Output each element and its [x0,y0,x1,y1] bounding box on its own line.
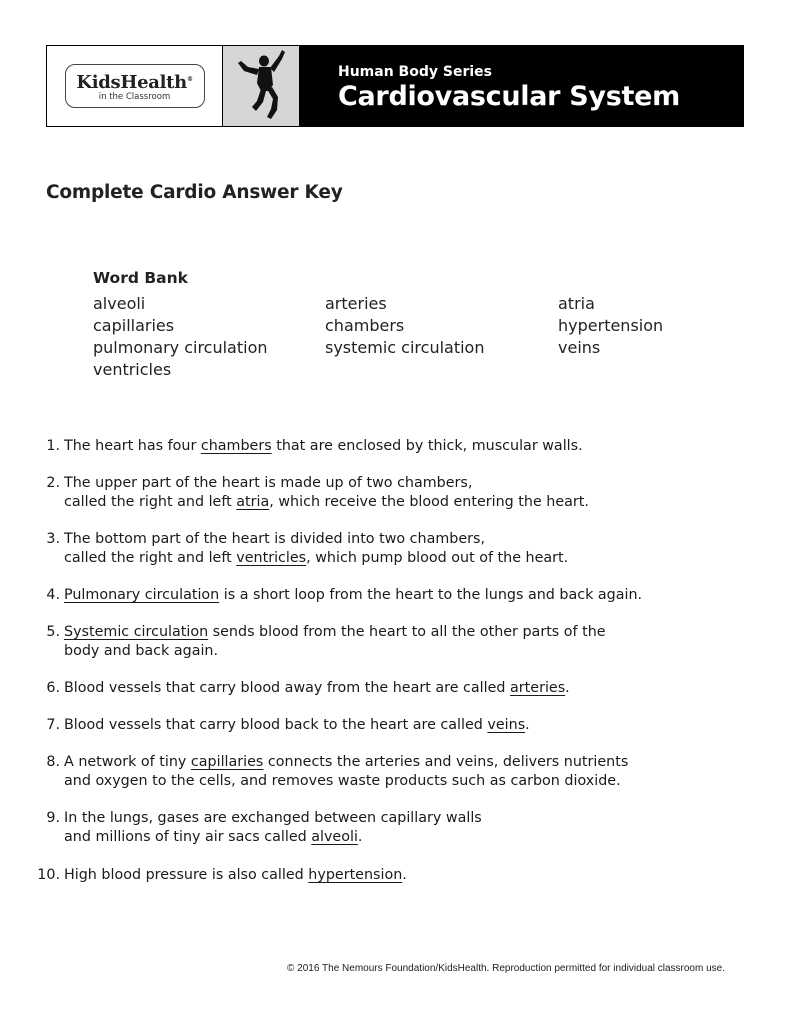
question-number: 1. [46,438,60,454]
logo-main-text: KidsHealth [76,71,187,93]
question-text [64,493,589,512]
word-bank-heading: Word Bank [93,269,188,287]
answer-word: hypertension [308,867,403,883]
answer-word: arteries [510,680,566,696]
question-text [64,474,472,493]
answer-word: alveoli [311,829,358,845]
title-panel [300,46,743,126]
question-text [64,437,583,456]
word-bank-item: hypertension [558,316,664,335]
word-bank-item: alveoli [93,294,146,313]
page-title: Complete Cardio Answer Key [46,182,343,203]
question-text [64,828,362,847]
question-text [64,716,530,735]
word-bank-item: ventricles [93,360,172,379]
logo-panel [47,46,223,126]
question-text-after: . [357,829,363,845]
answer-word: ventricles [236,550,307,566]
series-label: Human Body Series [338,64,492,80]
copyright-footer: © 2016 The Nemours Foundation/KidsHealth. Reproduction permitted for individual classroom use. [287,963,725,974]
header-banner [46,45,744,127]
question-text [64,586,642,605]
question-text-before: and millions of tiny air sacs called [64,829,312,845]
question-text-after: sends blood from the heart to all the other parts of the [208,624,606,640]
answer-word: capillaries [190,754,264,770]
question-text-before: Blood vessels that carry blood back to the heart are called [64,717,488,733]
word-bank-item: arteries [325,294,387,313]
answer-word: veins [487,717,526,733]
question-text-after: , which receive the blood entering the heart. [269,494,589,510]
answer-word: atria [236,494,270,510]
question-text-before: The bottom part of the heart is divided into two chambers, [64,531,486,547]
question-text-after: is a short loop from the heart to the lungs and back again. [219,587,643,603]
word-bank-item: pulmonary circulation [93,338,268,357]
question-text-before: and oxygen to the cells, and removes waste products such as carbon dioxide. [64,773,621,789]
question-number: 7. [46,717,60,733]
question-text-after: that are enclosed by thick, muscular walls. [271,438,583,454]
question-text-before: The upper part of the heart is made up of two chambers, [64,475,473,491]
word-bank-item: atria [558,294,595,313]
question-text-before: A network of tiny [64,754,191,770]
figure-panel [223,46,300,126]
question-text-before: The heart has four [64,438,201,454]
question-text-after: . [565,680,570,696]
question-text [64,679,570,698]
question-number: 3. [46,531,60,547]
question-number: 5. [46,624,60,640]
logo-sub-text: in the Classroom [98,91,171,102]
question-text [64,549,568,568]
answer-word: Pulmonary circulation [64,587,220,603]
question-text-after: . [525,717,530,733]
answer-word: Systemic circulation [64,624,209,640]
question-text-after: connects the arteries and veins, delivers nutrients [263,754,629,770]
question-text-before: High blood pressure is also called [64,867,309,883]
question-text-before: In the lungs, gases are exchanged between capillary walls [64,810,482,826]
question-number: 2. [46,475,60,491]
question-number: 10. [37,867,60,883]
question-number: 4. [46,587,60,603]
kidshealth-logo [65,64,205,108]
question-text [64,642,218,661]
question-text [64,530,485,549]
question-text [64,866,407,885]
question-text-after: . [402,867,407,883]
question-text-before: Blood vessels that carry blood away from the heart are called [64,680,511,696]
question-text-before: body and back again. [64,643,219,659]
word-bank-item: veins [558,338,601,357]
question-text [64,809,482,828]
question-text-before: called the right and left [64,550,237,566]
word-bank-item: capillaries [93,316,175,335]
logo-trademark: ® [186,75,193,83]
question-text-after: , which pump blood out of the heart. [306,550,569,566]
word-bank-item: chambers [325,316,405,335]
question-text [64,753,628,772]
question-text-before: called the right and left [64,494,237,510]
question-number: 6. [46,680,60,696]
jumping-person-silhouette-icon [226,47,296,125]
question-number: 9. [46,810,60,826]
answer-word: chambers [200,438,272,454]
question-text [64,623,606,642]
question-number: 8. [46,754,60,770]
question-text [64,772,621,791]
banner-title: Cardiovascular System [338,81,680,112]
word-bank-item: systemic circulation [325,338,485,357]
